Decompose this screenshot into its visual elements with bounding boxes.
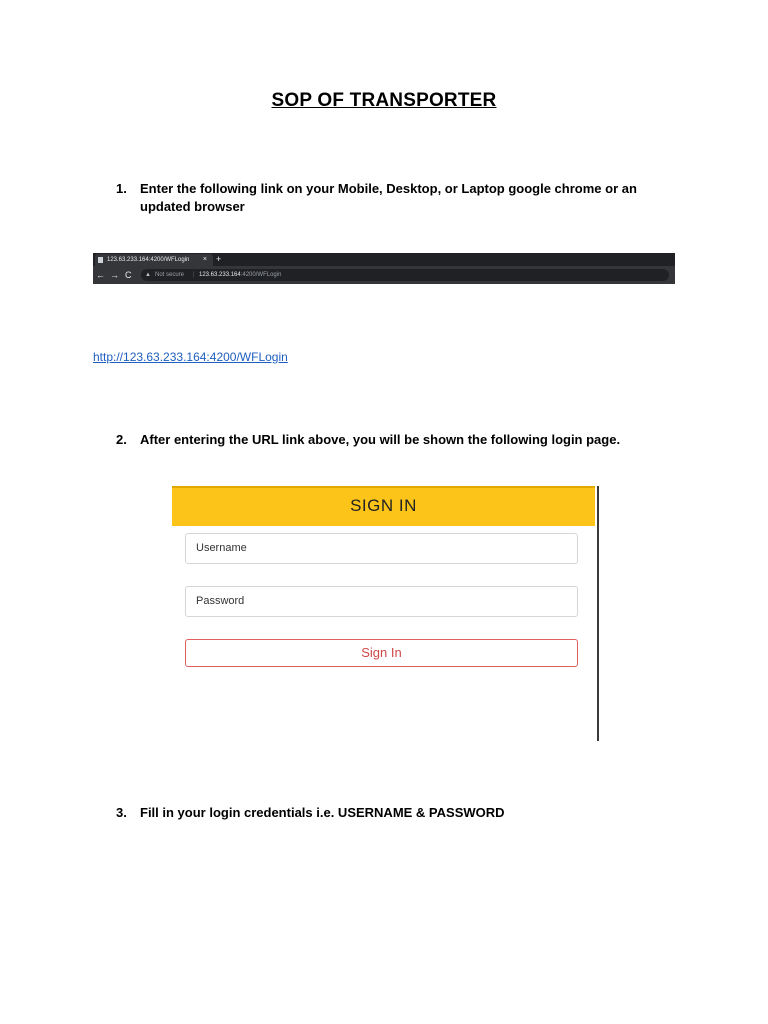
login-url-link[interactable]: http://123.63.233.164:4200/WFLogin [93,350,288,364]
step-2 [116,431,676,451]
step-3 [116,804,676,824]
step-number: 2. [116,432,127,447]
login-page-screenshot [172,486,599,741]
sign-in-button[interactable]: Sign In [185,639,578,667]
step-text: Fill in your login credentials i.e. USERNAME & PASSWORD [140,805,505,820]
step-number: 1. [116,181,127,196]
forward-icon[interactable]: → [110,270,119,280]
step-number: 3. [116,805,127,820]
url-text [199,269,281,281]
warning-icon: ▲ [145,272,151,278]
password-field[interactable]: Password [185,586,578,617]
tab-title: 123.63.233.164:4200/WFLogin [107,257,190,263]
browser-tab[interactable] [95,254,213,266]
new-tab-icon[interactable]: + [216,254,222,264]
address-bar[interactable] [141,269,669,281]
url-path: :4200/WFLogin [240,272,282,278]
back-icon[interactable]: ← [96,270,105,280]
browser-tab-strip [93,253,675,266]
username-field[interactable]: Username [185,533,578,564]
step-text: Enter the following link on your Mobile, Desktop, or Laptop google chrome or an updated browser [140,181,637,214]
page-icon [98,257,103,263]
browser-screenshot [93,253,675,284]
document-title: SOP OF TRANSPORTER [271,90,497,111]
step-text: After entering the URL link above, you will be shown the following login page. [140,432,621,447]
security-label: Not secure [155,272,185,278]
address-separator: | [193,272,195,278]
browser-toolbar [93,266,675,284]
sign-in-heading: SIGN IN [350,496,417,515]
reload-icon[interactable]: C [125,270,132,280]
url-host: 123.63.233.164 [199,272,241,278]
step-1 [116,180,676,220]
close-icon[interactable]: × [202,256,207,263]
sign-in-header [172,486,595,526]
